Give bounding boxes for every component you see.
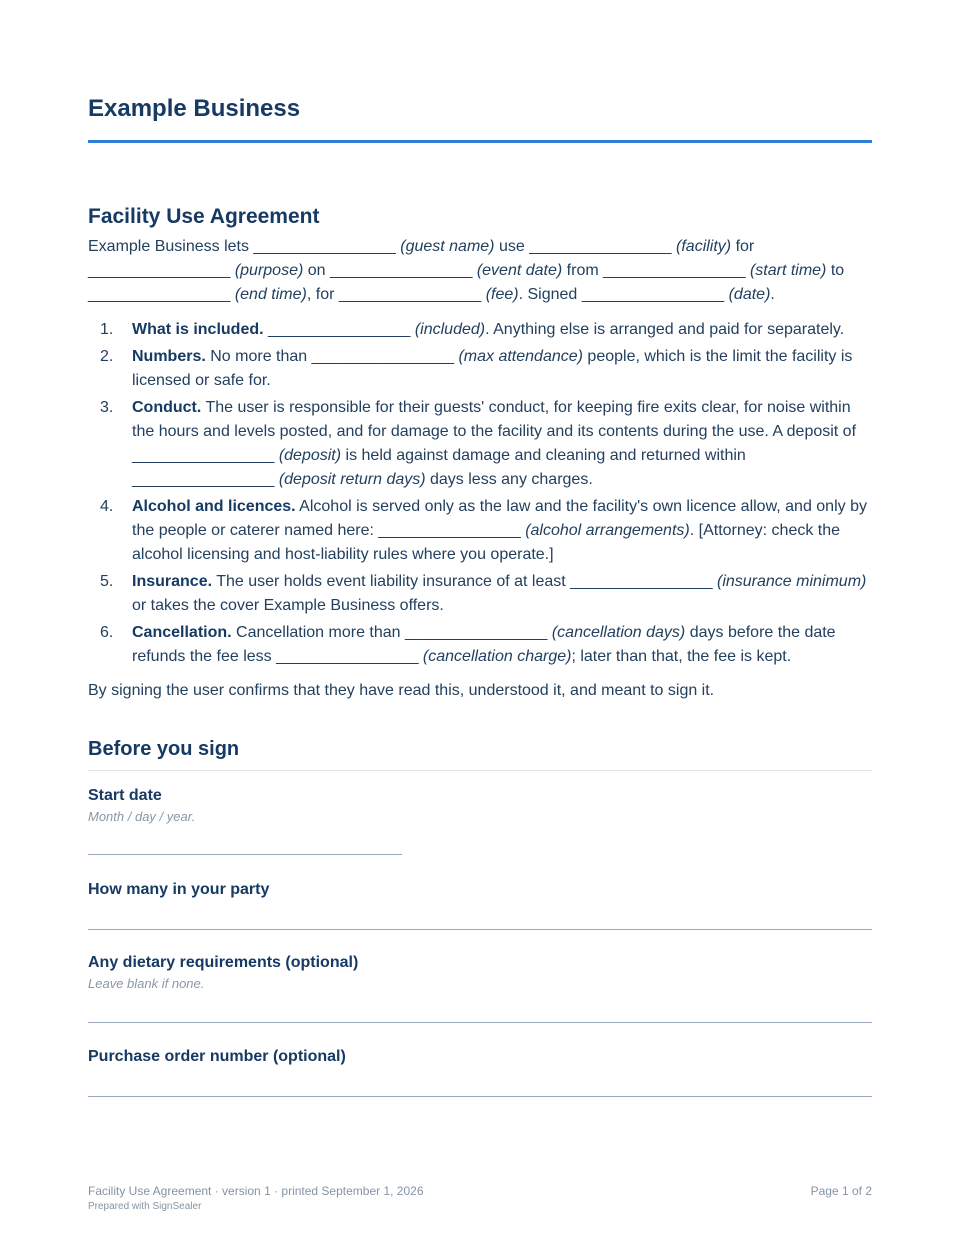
clause-heading: Numbers.	[132, 348, 206, 365]
confirmation-text: By signing the user confirms that they have read this, understood it, and meant to sign it.	[88, 682, 715, 699]
clause-included	[88, 318, 872, 342]
blank-deposit[interactable]: ________________	[132, 447, 275, 464]
clause-list	[88, 318, 872, 672]
clause-heading: Insurance.	[132, 573, 213, 590]
intro-text: from	[562, 262, 604, 279]
party-size-input[interactable]	[88, 929, 872, 930]
blank-deposit-return-days[interactable]: ________________	[132, 471, 275, 488]
intro-text: use	[494, 238, 530, 255]
hint-alcohol-arrangements: (alcohol arrangements)	[525, 522, 690, 539]
clause-alcohol	[88, 495, 872, 567]
hint-cancellation-charge: (cancellation charge)	[422, 648, 572, 665]
clause-conduct	[88, 396, 872, 492]
clause-numbers	[88, 345, 872, 393]
clause-number: 2.	[100, 348, 114, 365]
clause-cancellation	[88, 621, 872, 669]
hint-guest-name: (guest name)	[400, 238, 495, 255]
dietary-input[interactable]	[88, 1022, 872, 1023]
clause-number: 4.	[100, 498, 114, 515]
blank-included[interactable]: ________________	[268, 321, 411, 338]
hint-start-time: (start time)	[749, 262, 827, 279]
party-size-label: How many in your party	[88, 881, 270, 898]
po-number-label: Purchase order number (optional)	[88, 1048, 346, 1065]
clause-text: . Anything else is arranged and paid for separately.	[485, 321, 845, 338]
clause-text: The user is responsible for their guests' conduct, for keeping fire exits clear, for noise within the hours and levels posted, and for damage to the facility and its contents during the use. A deposit of	[132, 399, 857, 440]
blank-insurance-minimum[interactable]: ________________	[570, 573, 713, 590]
clause-heading: Cancellation.	[132, 624, 232, 641]
hint-deposit-return-days: (deposit return days)	[278, 471, 426, 488]
page-number: Page 1 of 2	[810, 1184, 872, 1198]
clause-heading: What is included.	[132, 321, 264, 338]
clause-text: Cancellation more than	[231, 624, 406, 641]
dietary-label: Any dietary requirements (optional)	[88, 954, 359, 971]
hint-included: (included)	[414, 321, 486, 338]
hint-end-time: (end time)	[234, 286, 307, 303]
hint-deposit: (deposit)	[278, 447, 342, 464]
hint-max-attendance: (max attendance)	[458, 348, 583, 365]
hint-date: (date)	[728, 286, 771, 303]
hint-insurance-minimum: (insurance minimum)	[716, 573, 867, 590]
clause-text: days less any charges.	[425, 471, 593, 488]
clause-heading: Conduct.	[132, 399, 202, 416]
clause-text: or takes the cover Example Business offers.	[132, 597, 444, 614]
blank-cancellation-days[interactable]: ________________	[405, 624, 548, 641]
hint-purpose: (purpose)	[234, 262, 304, 279]
clause-heading: Alcohol and licences.	[132, 498, 296, 515]
blank-event-date[interactable]: ________________	[330, 262, 473, 279]
hint-facility: (facility)	[676, 238, 732, 255]
dietary-help: Leave blank if none.	[88, 976, 205, 991]
blank-guest-name[interactable]: ________________	[253, 238, 396, 255]
hint-cancellation-days: (cancellation days)	[551, 624, 686, 641]
intro-text: for	[731, 238, 755, 255]
clause-text: is held against damage and cleaning and returned within	[341, 447, 746, 464]
clause-number: 3.	[100, 399, 114, 416]
footer-prepared-with: Prepared with SignSealer	[88, 1201, 202, 1212]
blank-end-time[interactable]: ________________	[88, 286, 231, 303]
intro-paragraph	[88, 235, 872, 307]
start-date-input[interactable]	[88, 854, 402, 855]
intro-text: Example Business lets	[88, 238, 254, 255]
blank-purpose[interactable]: ________________	[88, 262, 231, 279]
start-date-help: Month / day / year.	[88, 809, 196, 824]
intro-text: on	[303, 262, 330, 279]
clause-insurance	[88, 570, 872, 618]
intro-text: .	[770, 286, 775, 303]
blank-date[interactable]: ________________	[581, 286, 725, 303]
clause-text: . [Attorney: check the alcohol licensing and host-liability rules where you operate.]	[132, 522, 841, 563]
start-date-label: Start date	[88, 787, 162, 804]
document-title: Facility Use Agreement	[88, 205, 320, 228]
clause-number: 6.	[100, 624, 114, 641]
blank-fee[interactable]: ________________	[338, 286, 482, 303]
blank-cancellation-charge[interactable]: ________________	[276, 648, 419, 665]
header-divider	[88, 140, 872, 143]
clause-number: 1.	[100, 321, 114, 338]
clause-text: The user holds event liability insurance of at least	[212, 573, 571, 590]
hint-fee: (fee)	[485, 286, 519, 303]
blank-alcohol-arrangements[interactable]: ________________	[378, 522, 521, 539]
clause-text: people, which is the limit the facility is licensed or safe for.	[132, 348, 853, 389]
business-name: Example Business	[88, 95, 301, 122]
document-page	[88, 0, 872, 1242]
intro-text: . Signed	[518, 286, 582, 303]
blank-facility[interactable]: ________________	[529, 238, 672, 255]
po-number-input[interactable]	[88, 1096, 872, 1097]
blank-max-attendance[interactable]: ________________	[311, 348, 454, 365]
blank-start-time[interactable]: ________________	[603, 262, 746, 279]
section-divider	[88, 770, 872, 771]
before-you-sign-title: Before you sign	[88, 738, 240, 760]
clause-text: No more than	[205, 348, 312, 365]
clause-text: days before the date refunds the fee less	[132, 624, 836, 665]
intro-text: to	[826, 262, 845, 279]
clause-text: Alcohol is served only as the law and the facility's own licence allow, and only by the people or caterer named here:	[132, 498, 867, 539]
clause-number: 5.	[100, 573, 114, 590]
hint-event-date: (event date)	[476, 262, 563, 279]
footer-version-info: Facility Use Agreement · version 1 · printed September 1, 2026	[88, 1184, 424, 1198]
intro-text: , for	[306, 286, 339, 303]
clause-text: ; later than that, the fee is kept.	[571, 648, 792, 665]
